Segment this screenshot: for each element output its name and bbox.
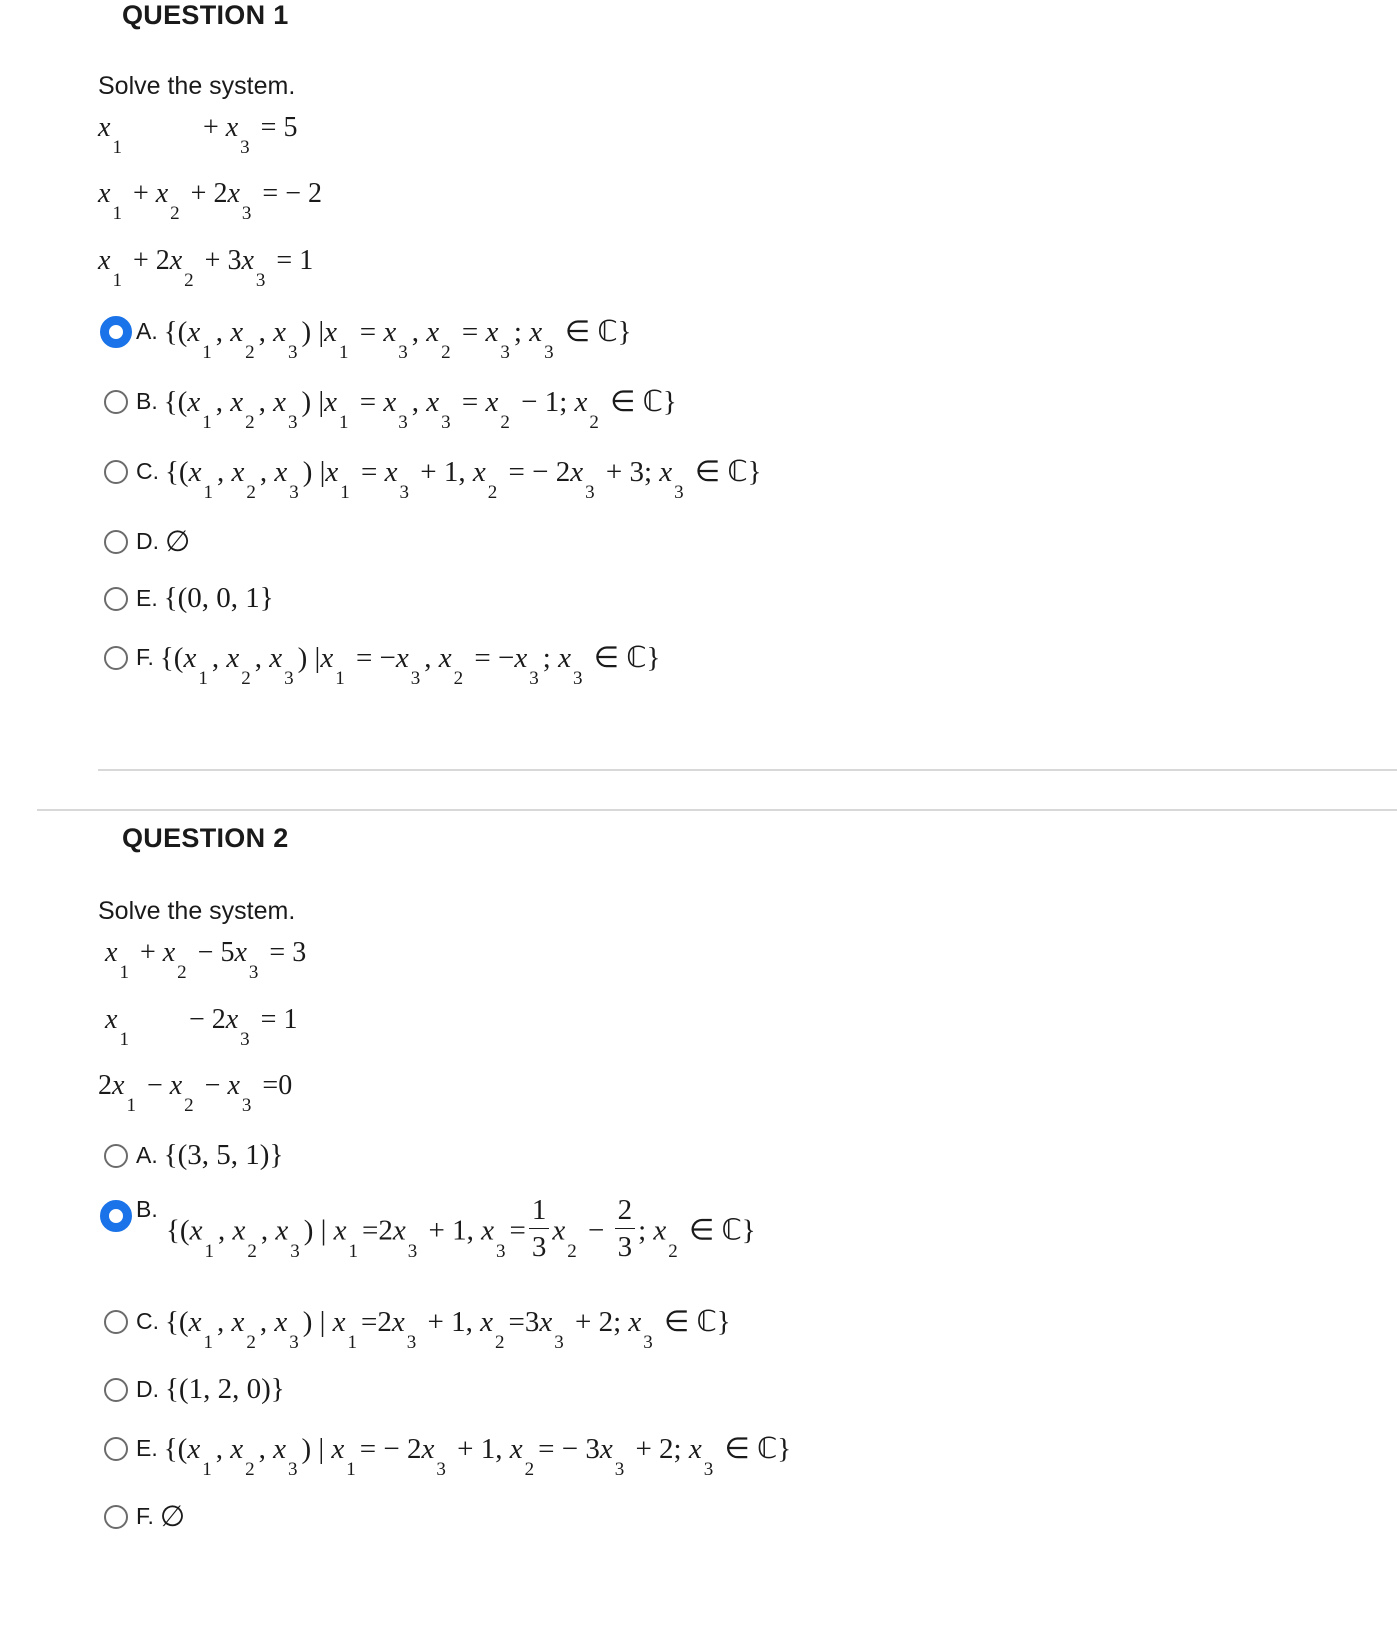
radio-button[interactable] bbox=[104, 1144, 128, 1168]
option-math: {(1, 2, 0)} bbox=[165, 1373, 285, 1405]
q1-equation-1: $x_1$ + $x_3 = 5$ bbox=[98, 112, 298, 158]
q1-option-f[interactable] bbox=[104, 640, 661, 689]
q2-equation-2: $x_1$ − $2x_3 = 1$ bbox=[105, 1004, 298, 1050]
option-letter: F. bbox=[136, 1503, 154, 1529]
option-letter: A. bbox=[136, 318, 158, 344]
fraction: $\frac{2}{3}$ bbox=[615, 1196, 636, 1262]
option-math: {($x_1$, $x_2$, $x_3$) $|x_1 = x_3$, $x_3 = x_2 - 1$; $x_2$ ∈ ℂ} bbox=[163, 386, 677, 433]
empty-set-symbol: ∅ bbox=[165, 526, 191, 558]
option-letter: D. bbox=[136, 1376, 159, 1402]
option-math: {($x_1$, $x_2$, $x_3$) | $x_1=2x_3 + 1$, $x_2=3x_3 + 2$; $x_3$ ∈ ℂ} bbox=[165, 1306, 731, 1353]
q2-option-e[interactable] bbox=[104, 1431, 792, 1480]
q2-option-a[interactable] bbox=[104, 1139, 283, 1172]
radio-button[interactable] bbox=[100, 1200, 132, 1232]
option-letter: B. bbox=[136, 388, 158, 414]
option-math: {($x_1$, $x_2$, $x_3$) $|x_1 = x_3 + 1$, $x_2$ = − $2x_3 + 3$; $x_3$ ∈ ℂ} bbox=[165, 456, 762, 503]
q2-equation-3: $2x_1 - x_2 - x_3 =0$ bbox=[98, 1070, 293, 1116]
q2-option-d[interactable] bbox=[104, 1373, 285, 1406]
q1-option-a[interactable] bbox=[104, 314, 632, 363]
q2-option-b[interactable] bbox=[104, 1196, 164, 1232]
option-letter: E. bbox=[136, 585, 158, 611]
q1-option-c[interactable] bbox=[104, 454, 762, 503]
q1-option-d[interactable] bbox=[104, 524, 190, 559]
option-math: {($x_1$, $x_2$, $x_3$) | $x_1= - 2x_3 + 1$, $x_2= - 3x_3 + 2$; $x_3$ ∈ ℂ} bbox=[163, 1433, 792, 1480]
q2-option-b-math: {($x_1$, $x_2$, $x_3$) | $x_1=2x_3 + 1$, $x_3=$ $\frac{1}{3}$ $x_2$ − $\frac{2}{3}$ ; $x_2$ ∈ ℂ} bbox=[166, 1194, 756, 1263]
q1-equation-2: $x_1 + x_2 + 2x_3$ = − 2 bbox=[98, 178, 322, 224]
option-letter: A. bbox=[136, 1142, 158, 1168]
option-math: {(0, 0, 1} bbox=[163, 582, 274, 614]
radio-button[interactable] bbox=[104, 1378, 128, 1402]
option-letter: F. bbox=[136, 644, 154, 670]
radio-button[interactable] bbox=[104, 1505, 128, 1529]
radio-button[interactable] bbox=[104, 1437, 128, 1461]
question-2-title: QUESTION 2 bbox=[122, 823, 289, 853]
option-math: {($x_1$, $x_2$, $x_3$) $|x_1 = x_3$, $x_2 = x_3$; $x_3$ ∈ ℂ} bbox=[163, 316, 632, 363]
option-math: {($x_1$, $x_2$, $x_3$) $|x_1 = -x_3$, $x_2 = -x_3$; $x_3$ ∈ ℂ} bbox=[159, 642, 661, 689]
option-math: {(3, 5, 1)} bbox=[163, 1139, 284, 1171]
q1-equation-3: $x_1 + 2x_2 + 3x_3 = 1$ bbox=[98, 245, 314, 291]
question-divider-outer bbox=[37, 809, 1397, 811]
radio-button[interactable] bbox=[104, 460, 128, 484]
question-1-title: QUESTION 1 bbox=[122, 0, 289, 30]
q1-option-b[interactable] bbox=[104, 384, 677, 433]
radio-button[interactable] bbox=[100, 316, 132, 348]
radio-button[interactable] bbox=[104, 390, 128, 414]
radio-button[interactable] bbox=[104, 530, 128, 554]
radio-button[interactable] bbox=[104, 1310, 128, 1334]
radio-button[interactable] bbox=[104, 646, 128, 670]
q2-equation-1: $x_1 + x_2 - 5x_3 = 3$ bbox=[105, 937, 307, 983]
option-letter: C. bbox=[136, 1308, 159, 1334]
option-letter: D. bbox=[136, 528, 159, 554]
question-divider-inner bbox=[98, 769, 1397, 771]
q2-option-c[interactable] bbox=[104, 1304, 731, 1353]
q2-option-f[interactable] bbox=[104, 1499, 185, 1534]
option-letter: C. bbox=[136, 458, 159, 484]
empty-set-symbol: ∅ bbox=[159, 1501, 186, 1533]
question-1-prompt: Solve the system. bbox=[98, 72, 296, 100]
q1-option-e[interactable] bbox=[104, 582, 274, 615]
radio-button[interactable] bbox=[104, 587, 128, 611]
option-letter: B. bbox=[136, 1196, 158, 1222]
option-letter: E. bbox=[136, 1435, 158, 1461]
fraction: $\frac{1}{3}$ bbox=[529, 1196, 550, 1262]
question-2-prompt: Solve the system. bbox=[98, 897, 296, 925]
